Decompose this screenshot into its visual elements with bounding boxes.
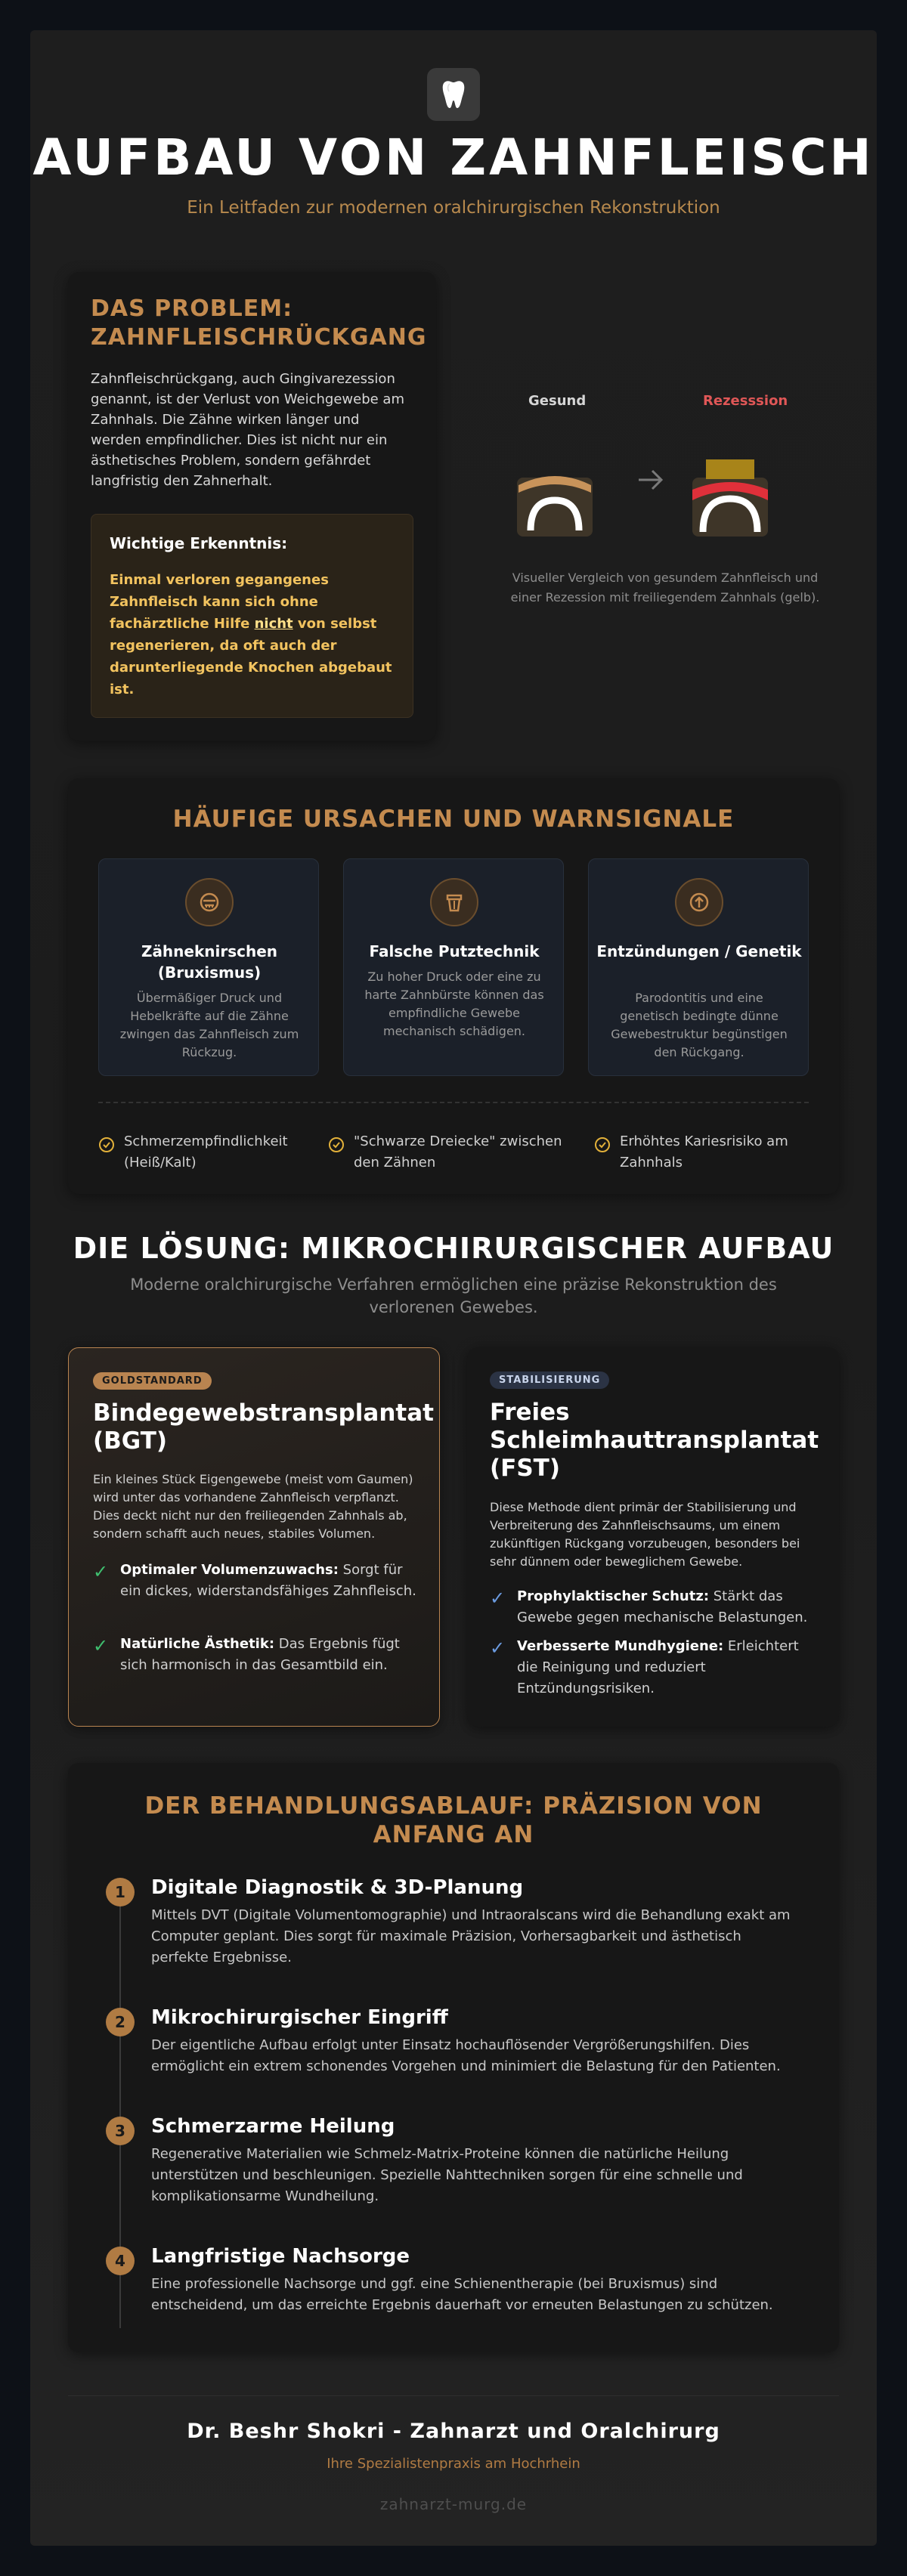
goldstandard-badge: GOLDSTANDARD xyxy=(93,1372,212,1390)
check-circle-icon xyxy=(594,1136,611,1153)
toothbrush-cup-icon xyxy=(430,878,478,926)
tooth-icon xyxy=(427,68,480,121)
cause-title: Zähneknirschen (Bruxismus) xyxy=(141,942,278,982)
cause-card-inflammation xyxy=(588,858,809,1076)
problem-text: Zahnfleischrückgang, auch Gingivarezession genannt, ist der Verlust von Weichgewebe am Zahnhals. Die Zähne wirken länger und werden empfindlicher. Dies ist nicht nur ein ästhetisches Problem, sondern gefährdet langfristig den Zahnerhalt. xyxy=(91,371,404,489)
grinding-face-icon xyxy=(185,878,234,926)
fst-text: Diese Methode dient primär der Stabilisierung und Verbreiterung des Zahnfleischsaums, um einem zukünftigen Rückgang vorzubeugen, besonders bei sehr dünnem oder beweglichem Gewebe. xyxy=(490,1500,800,1569)
step-text: Eine professionelle Nachsorge und ggf. eine Schienentherapie (bei Bruxismus) sind entscheidend, um das erreichte Ergebnis dauerhaft vor erneuten Belastungen zu schützen. xyxy=(151,2276,773,2313)
cause-text: Parodontitis und eine genetisch bedingte dünne Gewebestruktur begünstigen den Rückgang. xyxy=(611,991,788,1059)
cause-title: Entzündungen / Genetik xyxy=(596,942,802,960)
insight-title: Wichtige Erkenntnis: xyxy=(110,534,288,552)
problem-title: DAS PROBLEM: ZAHNFLEISCHRÜCKGANG xyxy=(91,295,427,351)
footer-divider xyxy=(68,2395,839,2396)
check-circle-icon xyxy=(328,1136,345,1153)
step-text: Regenerative Materialien wie Schmelz-Matrix-Proteine können die natürliche Heilung unterstützen und beschleunigen. Spezielle Nahttechniken sorgen für eine schnelle und komplikationsarme Wundheilung. xyxy=(151,2146,743,2204)
step-number: 2 xyxy=(106,2008,135,2036)
comparison-visual xyxy=(484,393,847,665)
problem-card xyxy=(68,272,436,741)
footer-name: Dr. Beshr Shokri - Zahnarzt und Oralchirurg xyxy=(187,2420,720,2443)
step-text: Der eigentliche Aufbau erfolgt unter Einsatz hochauflösender Vergrößerungshilfen. Dies ermöglicht ein extrem schonendes Vorgehen und minimiert die Belastung für den Patienten. xyxy=(151,2037,781,2074)
cause-text: Übermäßiger Druck und Hebelkräfte auf die Zähne zwingen das Zahnfleisch zum Rückzug. xyxy=(119,991,299,1059)
check-icon: ✓ xyxy=(93,1561,109,1582)
infographic-page xyxy=(30,30,877,2546)
warning-item: Erhöhtes Kariesrisiko am Zahnhals xyxy=(620,1133,788,1170)
process-title: DER BEHANDLUNGSABLAUF: PRÄZISION VON ANFANG AN xyxy=(144,1792,763,1848)
step-number: 3 xyxy=(106,2117,135,2145)
stabilisierung-badge: STABILISIERUNG xyxy=(490,1371,609,1389)
page-title: AUFBAU VON ZAHNFLEISCH xyxy=(33,128,874,187)
warning-item: Schmerzempfindlichkeit (Heiß/Kalt) xyxy=(124,1133,288,1170)
bgt-text: Ein kleines Stück Eigengewebe (meist vom Gaumen) wird unter das vorhandene Zahnfleisch verpflanzt. Dies deckt nicht nur den freiliegenden Zahnhals ab, sondern schafft auch neues, stabiles Volumen. xyxy=(93,1472,413,1541)
check-icon: ✓ xyxy=(490,1637,506,1659)
bgt-benefit: Natürliche Ästhetik: Das Ergebnis fügt sich harmonisch in das Gesamtbild ein. xyxy=(120,1636,400,1673)
causes-section xyxy=(68,778,839,1194)
causes-title: HÄUFIGE URSACHEN UND WARNSIGNALE xyxy=(172,806,735,833)
cause-card-bruxism xyxy=(98,858,319,1076)
footer-tagline: Ihre Spezialistenpraxis am Hochrhein xyxy=(327,2456,580,2472)
insight-text: Einmal verloren gegangenes Zahnfleisch kann sich ohne fachärztliche Hilfe nicht von selbst regenerieren, da oft auch der darunterliegende Knochen abgebaut ist. xyxy=(110,572,392,697)
comparison-caption: Visueller Vergleich von gesundem Zahnfleisch und einer Rezession mit freiliegendem Zahnhals (gelb). xyxy=(510,571,820,605)
step-title: Mikrochirurgischer Eingriff xyxy=(151,2006,448,2029)
insight-box xyxy=(91,514,413,718)
step-text: Mittels DVT (Digitale Volumentomographie) und Intraoralscans wird die Behandlung exakt am Computer geplant. Dies sorgt für maximale Präzision, Vorhersagbarkeit und ästhetisch perfekte Ergebnisse. xyxy=(151,1907,791,1965)
fst-title: Freies Schleimhauttransplantat (FST) xyxy=(490,1399,819,1482)
bgt-benefit: Optimaler Volumenzuwachs: Sorgt für ein dickes, widerstandsfähiges Zahnfleisch. xyxy=(120,1562,416,1599)
check-circle-icon xyxy=(98,1136,115,1153)
step-title: Langfristige Nachsorge xyxy=(151,2245,410,2268)
warning-item: "Schwarze Dreiecke" zwischen den Zähnen xyxy=(354,1133,562,1170)
bgt-title: Bindegewebstransplantat (BGT) xyxy=(93,1399,434,1455)
fst-benefit: Prophylaktischer Schutz: Stärkt das Gewebe gegen mechanische Belastungen. xyxy=(517,1588,808,1625)
cause-card-brushing xyxy=(343,858,564,1076)
step-title: Schmerzarme Heilung xyxy=(151,2115,395,2138)
step-title: Digitale Diagnostik & 3D-Planung xyxy=(151,1876,524,1899)
bgt-card xyxy=(68,1347,440,1727)
healthy-label: Gesund xyxy=(528,393,587,409)
step-number: 1 xyxy=(106,1878,135,1906)
cause-title: Falsche Putztechnik xyxy=(369,942,540,960)
recession-tooth-icon xyxy=(692,459,768,527)
fst-benefit: Verbesserte Mundhygiene: Erleichtert die Reinigung und reduziert Entzündungsrisiken. xyxy=(517,1638,799,1696)
solution-title: DIE LÖSUNG: MIKROCHIRURGISCHER AUFBAU xyxy=(73,1232,834,1265)
cause-text: Zu hoher Druck oder eine zu harte Zahnbürste können das empfindliche Gewebe mechanisch schädigen. xyxy=(364,969,544,1038)
solution-subtitle: Moderne oralchirurgische Verfahren ermöglichen eine präzise Rekonstruktion des verlorenen Gewebes. xyxy=(130,1276,777,1316)
recession-label: Rezesssion xyxy=(703,393,788,409)
page-subtitle: Ein Leitfaden zur modernen oralchirurgischen Rekonstruktion xyxy=(187,198,720,218)
arrow-right-icon xyxy=(636,467,666,496)
inflammation-icon xyxy=(675,878,723,926)
footer-url-link[interactable]: zahnarzt-murg.de xyxy=(379,2495,528,2513)
fst-card xyxy=(467,1347,839,1727)
healthy-tooth-icon xyxy=(517,469,593,537)
check-icon: ✓ xyxy=(490,1588,506,1609)
check-icon: ✓ xyxy=(93,1635,109,1656)
divider xyxy=(98,1102,809,1103)
step-number: 4 xyxy=(106,2247,135,2275)
process-section xyxy=(68,1763,839,2352)
